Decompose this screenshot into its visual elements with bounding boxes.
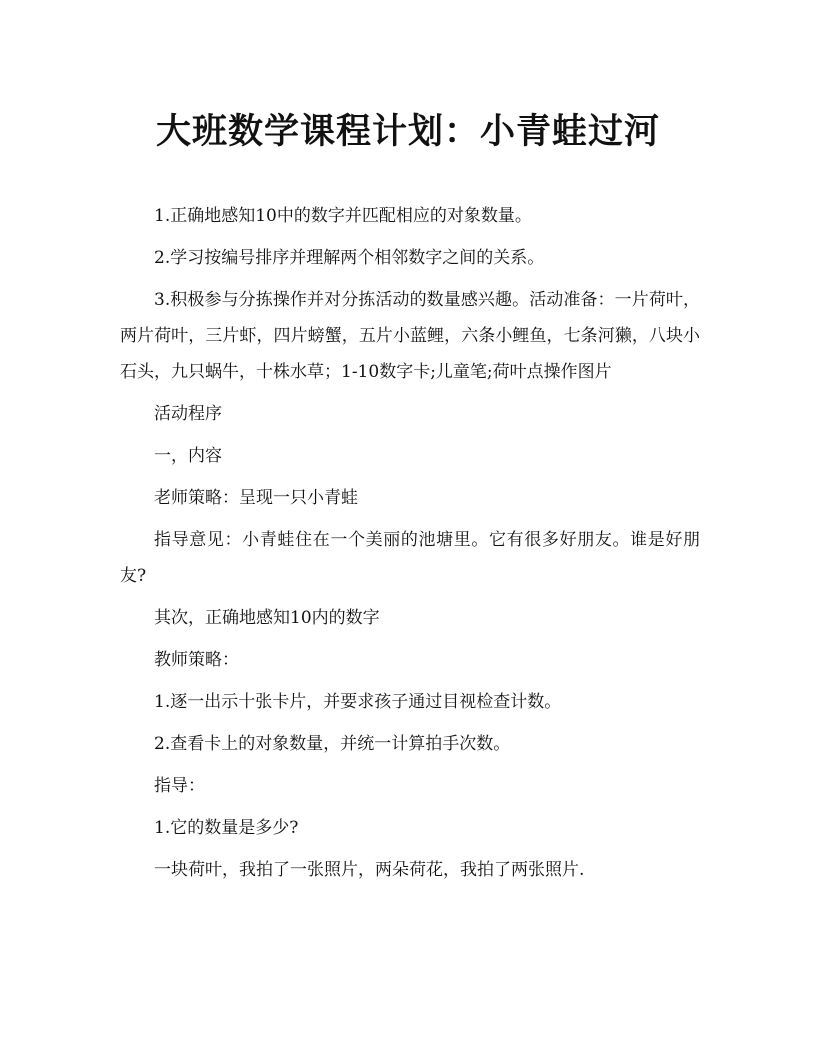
objective-1: 1.正确地感知10中的数字并匹配相应的对象数量。 [154, 206, 532, 226]
guidance-question-1: 1.它的数量是多少? [154, 818, 299, 838]
guidance-1: 指导意见：小青蛙住在一个美丽的池塘里。它有很多好朋友。谁是好朋友? [120, 530, 700, 586]
section-one-heading: 一，内容 [154, 446, 222, 466]
objective-3-and-materials: 3.积极参与分拣操作并对分拣活动的数量感兴趣。活动准备：一片荷叶，两片荷叶，三片虾，四片螃蟹，五片小蓝鲤，六条小鲤鱼，七条河獭，八块小石头，九只蜗牛，十株水草；1-10数字卡;儿童笔;荷叶点操作图片 [120, 290, 700, 382]
guidance-heading: 指导： [154, 776, 205, 796]
teacher-strategy-1: 老师策略：呈现一只小青蛙 [154, 488, 358, 508]
guidance-example: 一块荷叶，我拍了一张照片，两朵荷花，我拍了两张照片. [154, 860, 585, 880]
activity-procedure-heading: 活动程序 [154, 404, 222, 424]
objective-2: 2.学习按编号排序并理解两个相邻数字之间的关系。 [154, 248, 545, 268]
document-body [120, 198, 700, 894]
teacher-strategy-2-heading: 教师策略： [154, 650, 239, 670]
document-title: 大班数学课程计划：小青蛙过河 [155, 111, 660, 152]
section-two-heading: 其次，正确地感知10内的数字 [154, 608, 380, 628]
strategy-step-1: 1.逐一出示十张卡片，并要求孩子通过目视检查计数。 [154, 692, 562, 712]
strategy-step-2: 2.查看卡上的对象数量，并统一计算拍手次数。 [154, 734, 511, 754]
